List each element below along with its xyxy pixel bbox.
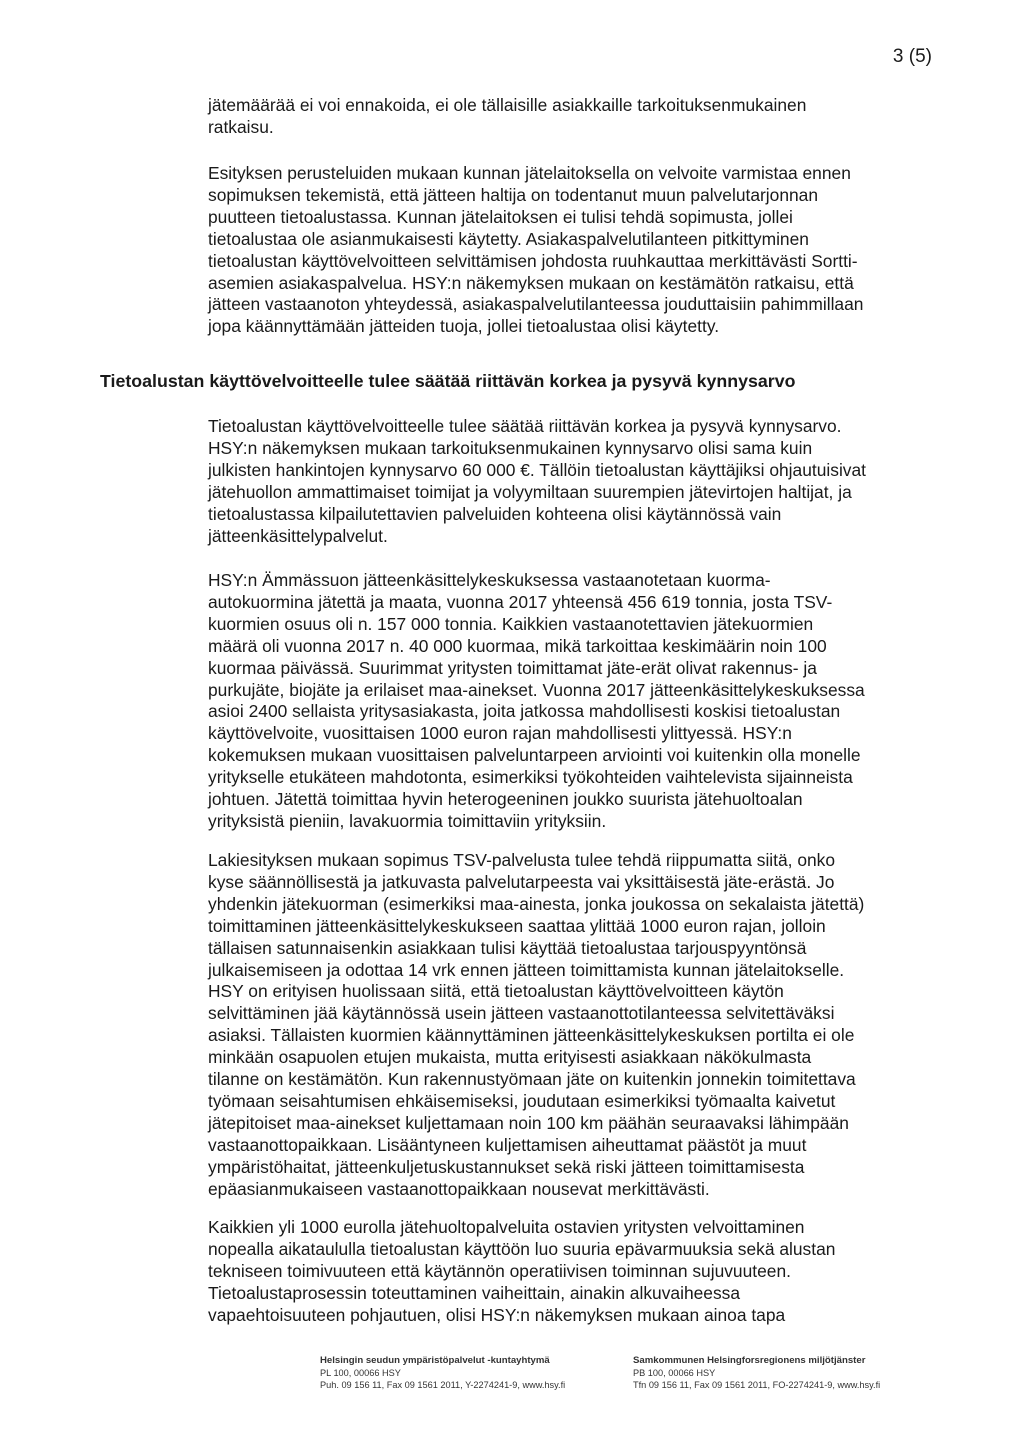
paragraph-kynnysarvo: Tietoalustan käyttövelvoitteelle tulee säätää riittävän korkea ja pysyvä kynnysarvo. HSY:n näkemyksen mukaan tarkoituksenmukainen kynnysarvo olisi sama kuin julkisten hankintojen kynnysarvo 60 000 €. Tällöin tietoalustan käyttäjiksi ohjautuisivat jätehuollon ammattimaiset toimijat ja volyymiltaan suurempien jätevirtojen haltijat, ja tietoalustassa kilpailutettavien palveluiden kohteena olisi käytännössä vain jätteenkäsittelypalvelut.: [208, 416, 867, 546]
footer-address-fi: PL 100, 00066 HSY: [320, 1368, 401, 1379]
section-heading: Tietoalustan käyttövelvoitteelle tulee säätää riittävän korkea ja pysyvä kynnysarvo: [100, 371, 796, 391]
paragraph-lakiesitys: Lakiesityksen mukaan sopimus TSV-palvelusta tulee tehdä riippumatta siitä, onko kyse säännöllisestä ja jatkuvasta palvelutarpeesta vai yksittäisestä jäte-erästä. Jo yhdenkin jätekuorman (esimerkiksi maa-ainesta, jonka joukossa on sekalaista jätettä) toimittaminen jätteenkäsittelykeskukseen saattaa ylittää 1000 euron rajan, jolloin tällaisen satunnaisenkin asiakkaan tulisi käyttää tietoalustaa tarjouspyyntönsä julkaisemiseen ja odottaa 14 vrk ennen jätteen toimittamista kunnan jätelaitokselle. HSY on erityisen huolissaan siitä, että tietoalustan käyttövelvoitteen käytön selvittäminen jää käytännössä usein jätteen vastaanottotilanteessa selvitettäväksi asiaksi. Tällaisten kuormien käännyttäminen jätteenkäsittelykeskuksen portilta ei ole minkään osapuolen etujen mukaista, mutta erityisesti asiakkaan näkökulmasta tilanne on kestämätön. Kun rakennustyömaan jäte on kuitenkin jonnekin toimitettava työmaan seisahtumisen ehkäisemiseksi, joudutaan esimerkiksi työmaalta kaivetut jätepitoiset maa-ainekset kuljettamaan noin 100 km päähän seuraavaksi lähimpään vastaanottopaikkaan. Lisääntyneen kuljettamisen aiheuttamat päästöt ja muut ympäristöhaitat, jätteenkuljetuskustannukset sekä riski jätteen toimittamisesta epäasianmukaiseen vastaanottopaikkaan nousevat merkittävästi.: [208, 850, 865, 1199]
footer-contact-fi: Puh. 09 156 11, Fax 09 1561 2011, Y-2274241-9, www.hsy.fi: [320, 1380, 566, 1391]
footer-org-sv: Samkommunen Helsingforsregionens miljötjänster: [633, 1355, 866, 1366]
paragraph-intro: jätemäärää ei voi ennakoida, ei ole tällaisille asiakkaille tarkoituksenmukainen ratkaisu.: [208, 95, 807, 137]
paragraph-velvoittaminen: Kaikkien yli 1000 eurolla jätehuoltopalveluita ostavien yritysten velvoittaminen nopealla aikataululla tietoalustan käyttöön luo suuria epävarmuuksia sekä alustan tekniseen toimivuuteen että käytännön operatiivisen toiminnan sujuvuuteen. Tietoalustaprosessin toteuttaminen vaiheittain, ainakin alkuvaiheessa vapaehtoisuuteen pohjautuen, olisi HSY:n näkemyksen mukaan ainoa tapa: [208, 1217, 836, 1325]
page-number: 3 (5): [892, 46, 932, 67]
footer-finnish: [320, 1355, 565, 1392]
footer-address-sv: PB 100, 00066 HSY: [633, 1368, 716, 1379]
footer-swedish: [633, 1355, 880, 1392]
paragraph-perustelut: Esityksen perusteluiden mukaan kunnan jätelaitoksella on velvoite varmistaa ennen sopimuksen tekemistä, että jätteen haltija on todentanut muun palvelutarjonnan puutteen tietoalustassa. Kunnan jätelaitoksen ei tulisi tehdä sopimusta, jollei tietoalustaa ole asianmukaisesti käytetty. Asiakaspalvelutilanteen pitkittyminen tietoalustan käyttövelvoitteen selvittämisen johdosta ruuhkauttaa merkittävästi Sortti- asemien asiakaspalvelua. HSY:n näkemyksen mukaan on kestämätön ratkaisu, että jätteen vastaanoton yhteydessä, asiakaspalvelutilanteessa jouduttaisiin pahimmillaan jopa käännyttämään jätteiden tuoja, jollei tietoalustaa olisi käytetty.: [208, 163, 864, 337]
paragraph-ammassuo: HSY:n Ämmässuon jätteenkäsittelykeskuksessa vastaanotetaan kuorma- autokuormina jätettä ja maata, vuonna 2017 yhteensä 456 619 tonnia, josta TSV- kuormien osuus oli n. 157 000 tonnia. Kaikkien vastaanotettavien jätekuormien määrä oli vuonna 2017 n. 40 000 kuormaa, mikä tarkoittaa keskimäärin noin 100 kuormaa päivässä. Suurimmat yritysten toimittamat jäte-erät olivat rakennus- ja purkujäte, biojäte ja erilaiset maa-ainekset. Vuonna 2017 jätteenkäsittelykeskuksessa asioi 2400 sellaista yritysasiakasta, joita jatkossa mahdollisesti koskisi tietoalustan käyttövelvoite, vuosittaisen 1000 euron rajan mahdollisesti ylittyessä. HSY:n kokemuksen mukaan vuosittaisen palveluntarpeen arviointi voi kuitenkin olla monelle yritykselle etukäteen mahdotonta, esimerkiksi työkohteiden vaihtelevista sijainneista johtuen. Jätettä toimittaa hyvin heterogeeninen joukko suurista jätehuoltoalan yrityksistä pieniin, lavakuormia toimittaviin yrityksiin.: [208, 570, 865, 831]
footer-contact-sv: Tfn 09 156 11, Fax 09 1561 2011, FO-2274241-9, www.hsy.fi: [633, 1380, 881, 1391]
footer-org-fi: Helsingin seudun ympäristöpalvelut -kuntayhtymä: [320, 1355, 550, 1366]
